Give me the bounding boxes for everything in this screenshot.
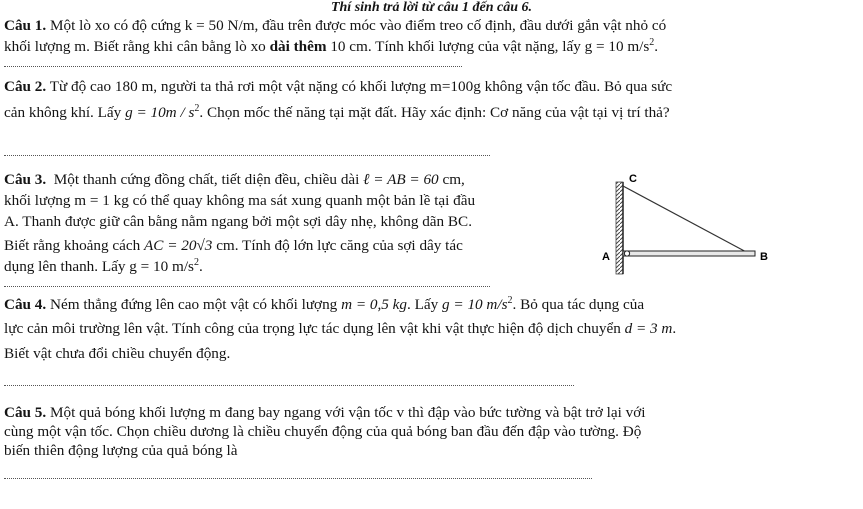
answer-line-1	[4, 66, 462, 67]
rod-figure	[600, 168, 780, 276]
question-4-text-2a: lực cản môi trường lên vật. Tính công của trọng lực tác dụng lên vật khi vật thực hiện độ dịch chuyển	[4, 320, 625, 337]
question-5-line-3: biến thiên động lượng của quả bóng là	[4, 442, 238, 459]
label-c: C	[629, 173, 637, 185]
question-4-text-1e: . Bỏ qua tác dụng của	[512, 296, 645, 313]
question-3-label: Câu 3.	[4, 171, 47, 188]
answer-line-3	[4, 286, 490, 287]
question-2-text-1: Từ độ cao 180 m, người ta thả rơi một vật nặng có khối lượng m=100g không vận tốc đầu. Bỏ qua sức	[49, 78, 673, 95]
question-1-text-2d: .	[654, 38, 659, 55]
question-4-gravity: g = 10 m/s	[442, 296, 508, 313]
question-2-text-2a: cản không khí. Lấy	[4, 104, 126, 121]
question-1-text-2a: khối lượng m. Biết rằng khi cân bằng lò xo	[4, 38, 270, 55]
question-5-label: Câu 5.	[4, 404, 47, 421]
question-4-text-1c: . Lấy	[407, 296, 443, 313]
question-2-exponent: 2	[194, 103, 200, 114]
string-bc	[623, 186, 750, 254]
hinge-a	[624, 251, 629, 256]
question-4-text-2c: .	[672, 320, 677, 337]
question-4-displacement: d = 3 m	[624, 320, 673, 337]
question-1-exponent: 2	[649, 37, 655, 48]
question-2-text-2c: . Chọn mốc thế năng tại mặt đất. Hãy xác định: Cơ năng của vật tại vị trí thả?	[199, 104, 670, 121]
question-2-formula: g = 10m / s	[125, 104, 195, 121]
question-1-line-1	[4, 17, 666, 35]
question-3-formula-1: ℓ = AB = 60	[363, 171, 439, 188]
question-4-line-2	[4, 320, 676, 338]
question-3-line-5	[4, 258, 203, 276]
question-1-label: Câu 1.	[4, 17, 47, 34]
question-4-mass: m = 0,5 kg	[341, 296, 407, 313]
question-1-bold-phrase: dài thêm	[269, 38, 327, 55]
question-1-text-1: Một lò xo có độ cứng k = 50 N/m, đầu trên được móc vào điểm treo cố định, đầu dưới gắn vật nhỏ có	[50, 17, 667, 34]
label-a: A	[602, 251, 610, 263]
answer-line-2	[4, 155, 490, 156]
answer-line-5	[4, 478, 592, 479]
question-3-text-4a: Biết rằng khoảng cách	[4, 237, 145, 254]
question-4-text-1a: Ném thẳng đứng lên cao một vật có khối lượng	[50, 296, 342, 313]
rod-ab	[623, 251, 755, 256]
question-4-line-3: Biết vật chưa đổi chiều chuyển động.	[4, 345, 231, 362]
question-3-line-1	[4, 171, 465, 189]
answer-line-4	[4, 385, 574, 386]
label-b: B	[760, 251, 768, 263]
wall	[616, 182, 623, 274]
question-3-text-5a: dụng lên thanh. Lấy g = 10 m/s	[4, 258, 194, 275]
question-3-text-5b: .	[198, 258, 203, 275]
question-3-exponent: 2	[193, 257, 199, 268]
question-1-text-2c: 10 cm. Tính khối lượng của vật nặng, lấy g = 10 m/s	[326, 38, 650, 55]
question-4-exponent: 2	[507, 295, 513, 306]
question-1-line-2	[4, 38, 658, 56]
question-4-label: Câu 4.	[4, 296, 47, 313]
question-5-line-2: cùng một vận tốc. Chọn chiều dương là chiều chuyển động của quả bóng ban đầu đến đập vào tường. Độ	[4, 423, 642, 440]
question-3-text-4c: cm. Tính độ lớn lực căng của sợi dây tác	[212, 237, 463, 254]
question-2-line-2	[4, 104, 670, 122]
question-3-text-1a: Một thanh cứng đồng chất, tiết diện đều, chiều dài	[53, 171, 364, 188]
question-3-line-4	[4, 237, 463, 255]
question-2-label: Câu 2.	[4, 78, 47, 95]
question-5-text-1: Một quả bóng khối lượng m đang bay ngang với vận tốc v thì đập vào bức tường và bật trở lại với	[50, 404, 646, 421]
question-3-formula-2: AC = 20√3	[144, 237, 213, 254]
question-4-line-1	[4, 296, 644, 314]
question-5-line-1	[4, 404, 645, 422]
question-3-line-2: khối lượng m = 1 kg có thể quay không ma sát xung quanh một bản lề tại đầu	[4, 192, 476, 209]
question-3-line-3: A. Thanh được giữ cân bằng nằm ngang bởi một sợi dây nhẹ, không dãn BC.	[4, 213, 472, 230]
page-header: Thí sinh trả lời từ câu 1 đến câu 6.	[330, 0, 533, 15]
question-3-text-1c: cm,	[438, 171, 465, 188]
question-2-line-1	[4, 78, 672, 96]
